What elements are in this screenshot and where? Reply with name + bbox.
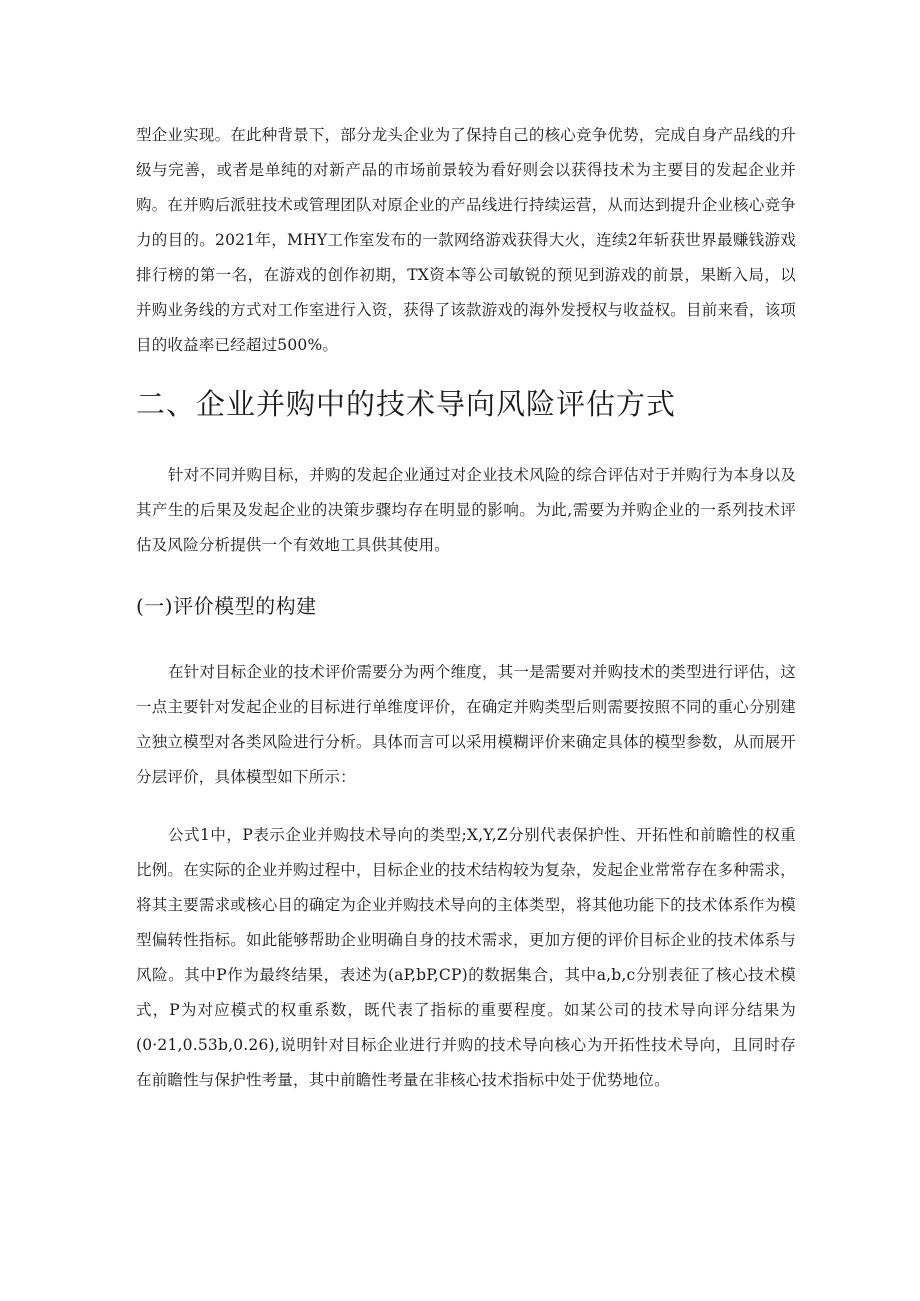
section-heading: 二、企业并购中的技术导向风险评估方式	[136, 387, 677, 421]
body-paragraph-1: 型企业实现。在此种背景下，部分龙头企业为了保持自己的核心竞争优势，完成自身产品线的升级与完善，或者是单纯的对新产品的市场前景较为看好则会以获得技术为主要目的发起企业并购。在并购后派驻技术或管理团队对原企业的产品线进行持续运营，从而达到提升企业核心竞争力的目的。2021年，MHY工作室发布的一款网络游戏获得大火，连续2年斩获世界最赚钱游戏排行榜的第一名，在游戏的创作初期，TX资本等公司敏锐的预见到游戏的前景，果断入局，以并购业务线的方式对工作室进行入资，获得了该款游戏的海外发授权与收益权。目前来看，该项目的收益率已经超过500%。	[136, 126, 796, 354]
body-paragraph-2: 针对不同并购目标，并购的发起企业通过对企业技术风险的综合评估对于并购行为本身以及其产生的后果及发起企业的决策步骤均存在明显的影响。为此,需要为并购企业的一系列技术评估及风险分析提供一个有效地工具供其使用。	[136, 466, 797, 554]
subsection-heading: (一)评价模型的构建	[136, 594, 317, 618]
body-paragraph-4: 公式1中，P表示企业并购技术导向的类型;X,Y,Z分别代表保护性、开拓性和前瞻性的权重比例。在实际的企业并购过程中，目标企业的技术结构较为复杂，发起企业常常存在多种需求，将其主要需求或核心目的确定为企业并购技术导向的主体类型，将其他功能下的技术体系作为模型偏转性指标。如此能够帮助企业明确自身的技术需求，更加方便的评价目标企业的技术体系与风险。其中P作为最终结果，表述为(aP,bP,CP)的数据集合，其中a,b,c分别表征了核心技术模式，P为对应模式的权重系数，既代表了指标的重要程度。如某公司的技术导向评分结果为(0·21,0.53b,0.26),说明针对目标企业进行并购的技术导向核心为开拓性技术导向，且同时存在前瞻性与保护性考量，其中前瞻性考量在非核心技术指标中处于优势地位。	[136, 826, 796, 1089]
body-paragraph-3: 在针对目标企业的技术评价需要分为两个维度，其一是需要对并购技术的类型进行评估，这一点主要针对发起企业的目标进行单维度评价，在确定并购类型后则需要按照不同的重心分别建立独立模型对各类风险进行分析。具体而言可以采用模糊评价来确定具体的模型参数，从而展开分层评价，具体模型如下所示：	[136, 663, 797, 786]
